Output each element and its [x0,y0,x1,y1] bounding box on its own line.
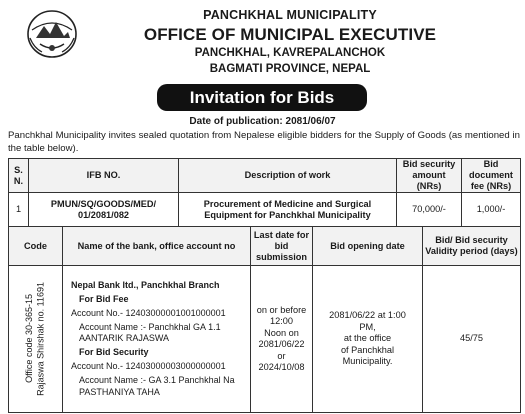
ifb-table-header [9,159,521,193]
col-bid-fee: Bid document fee (NRs) [462,159,521,193]
col-ifb-no: IFB NO. [29,159,179,193]
bank-name: Nepal Bank ltd., Panchkhal Branch [71,279,220,290]
security-account-name: Account Name :- GA 3.1 Panchkhal Na PASTHANIYA TAHA [79,375,235,397]
municipality-name: PANCHKHAL MUNICIPALITY [203,8,377,22]
bid-fee-label: For Bid Fee [79,293,129,304]
office-address: PANCHKHAL, KAVREPALANCHOK [194,47,386,59]
security-account-no: Account No.- 12403000003000000001 [71,361,226,372]
bank-table-header [9,227,521,266]
cell-code [9,266,63,413]
rajaswa-code: Rajaswa Shirshak no. 11691 [35,282,46,396]
fee-account-no: Account No.- 12403000001001000001 [71,307,226,318]
code-text [24,282,47,396]
office-title: OFFICE OF MUNICIPAL EXECUTIVE [143,25,437,44]
nepal-emblem-icon [26,8,78,60]
col-bid-security: Bid security amount (NRs) [397,159,462,193]
ifb-table [8,158,521,227]
cell-bid-security: 70,000/- [397,193,462,227]
cell-description: Procurement of Medicine and Surgical Equipment for Panchkhal Municipality [179,193,397,227]
bid-security-label: For Bid Security [79,347,149,358]
cell-bank [63,266,251,413]
cell-sn: 1 [9,193,29,227]
cell-bid-fee: 1,000/- [462,193,521,227]
col-code: Code [9,227,63,266]
intro-paragraph: Panchkhal Municipality invites sealed quotation from Nepalese eligible bidders for the Supply of Goods (as mentioned in the table below). [8,130,520,154]
bank-table [8,226,521,413]
col-sn: S. N. [9,159,29,193]
cell-validity: 45/75 [423,266,521,413]
fee-account-name: Account Name :- Panchkhal GA 1.1 AANTARIK RAJASWA [79,321,221,344]
invitation-banner: Invitation for Bids [157,84,367,111]
table-row [9,193,521,227]
cell-opening-date: 2081/06/22 at 1:00 PM, at the office of Panchkhal Municipality. [313,266,423,413]
cell-ifb-no: PMUN/SQ/GOODS/MED/ 01/2081/082 [29,193,179,227]
col-description: Description of work [179,159,397,193]
col-last-date: Last date for bid submission [251,227,313,266]
table-row [9,266,521,413]
office-province: BAGMATI PROVINCE, NEPAL [209,63,371,75]
col-bank: Name of the bank, office account no [63,227,251,266]
col-validity: Bid/ Bid security Validity period (days) [423,227,521,266]
cell-last-date: on or before 12:00 Noon on 2081/06/22 or 2024/10/08 [251,266,313,413]
col-opening-date: Bid opening date [313,227,423,266]
office-code: Office code 30-365-15 [24,294,34,384]
publication-date: Date of publication: 2081/06/07 [189,116,336,127]
